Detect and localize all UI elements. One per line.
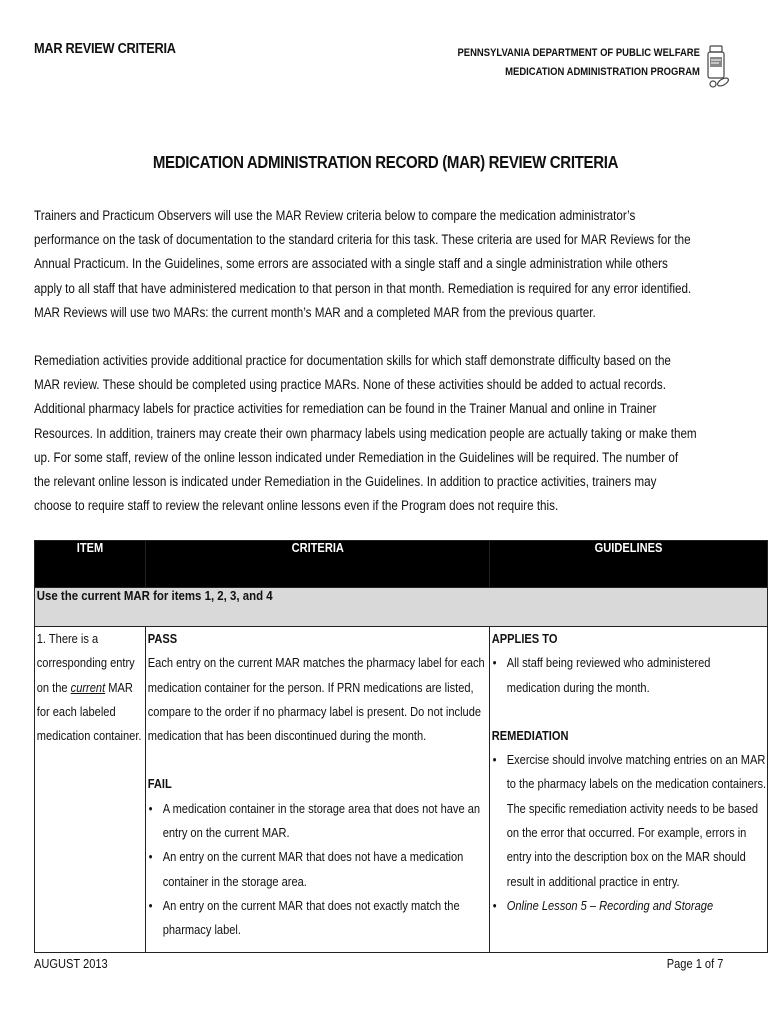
intro-paragraph: Trainers and Practicum Observers will use the MAR Review criteria below to compare the medication administrator’s performance on the task of documentation to the standard criteria for this task. These criteria are used for MAR Reviews for the Annual Practicum. In the Guidelines, some errors are associated with a single staff and a single administration while others apply to all staff that have administered medication to that person in that month. Remediation is required for any error identified. MAR Reviews will use two MARs: the current month’s MAR and a completed MAR from the previous quarter. — [34, 208, 692, 320]
list-item: • All staff being reviewed who administered medication during the month. — [492, 651, 767, 700]
list-item: • Exercise should involve matching entries on an MAR to the pharmacy labels on the medication containers. The specific remediation activity needs to be based on the error that occurred. For example, errors in entry into the description box on the MAR should result in additional practice in entry. — [492, 748, 767, 894]
program-name: MEDICATION ADMINISTRATION PROGRAM — [505, 66, 700, 78]
pass-text: Each entry on the current MAR matches the pharmacy label for each medication container for the person. If PRN medications are listed, compare to the order if no pharmacy label is present. Do not include medication that has been discontinued during the month. — [147, 656, 485, 744]
column-header-criteria: CRITERIA — [145, 541, 489, 588]
pass-label: PASS — [147, 632, 178, 646]
page-number: Page 1 of 7 — [666, 957, 723, 971]
fail-label: FAIL — [147, 777, 172, 792]
applies-to-label: APPLIES TO — [492, 632, 558, 646]
department-header — [458, 44, 700, 82]
table-row — [35, 627, 768, 953]
remediation-paragraph: Remediation activities provide additional practice for documentation skills for which staff demonstrate difficulty based on the MAR review. These should be completed using practice MARs. None of these activities should be added to actual records. Additional pharmacy labels for practice activities for remediation can be found in the Trainer Manual and online in Trainer Resources. In addition, trainers may create their own pharmacy labels using medication people are actually taking or make them up. For some staff, review of the online lesson indicated under Remediation in the Guidelines will be required. The number of the relevant online lesson is indicated under Remediation in the Guidelines. In addition to practice activities, trainers may choose to require staff to review the relevant online lessons even if the Program does not require this. — [34, 353, 697, 514]
list-item: • Online Lesson 5 – Recording and Storage — [492, 894, 767, 918]
list-item: • An entry on the current MAR that does not exactly match the pharmacy label. — [148, 894, 490, 943]
page-title: MEDICATION ADMINISTRATION RECORD (MAR) REVIEW CRITERIA — [152, 152, 618, 172]
list-item: • An entry on the current MAR that does not have a medication container in the storage area. — [148, 845, 490, 894]
current-emphasis: current — [70, 680, 106, 695]
list-item: • A medication container in the storage area that does not have an entry on the current MAR. — [148, 797, 490, 846]
footer-date: AUGUST 2013 — [34, 957, 108, 971]
applies-to-list — [492, 651, 767, 700]
remediation-label: REMEDIATION — [492, 728, 569, 743]
remediation-list — [492, 748, 767, 918]
item-cell: 1. There is a corresponding entry on the current MAR for each labeled medication container. — [35, 627, 146, 953]
pill-bottle-icon — [705, 44, 731, 90]
department-name: PENNSYLVANIA DEPARTMENT OF PUBLIC WELFARE — [457, 47, 700, 59]
section-row — [35, 588, 768, 627]
column-header-guidelines: GUIDELINES — [490, 541, 768, 588]
review-criteria-table — [34, 540, 768, 953]
document-header-title: MAR REVIEW CRITERIA — [34, 41, 176, 57]
column-header-item: ITEM — [35, 541, 146, 588]
fail-list — [148, 797, 490, 943]
section-heading: Use the current MAR for items 1, 2, 3, and 4 — [35, 588, 768, 627]
criteria-cell — [145, 627, 489, 953]
table-header-row — [35, 541, 768, 588]
guidelines-cell — [490, 627, 768, 953]
